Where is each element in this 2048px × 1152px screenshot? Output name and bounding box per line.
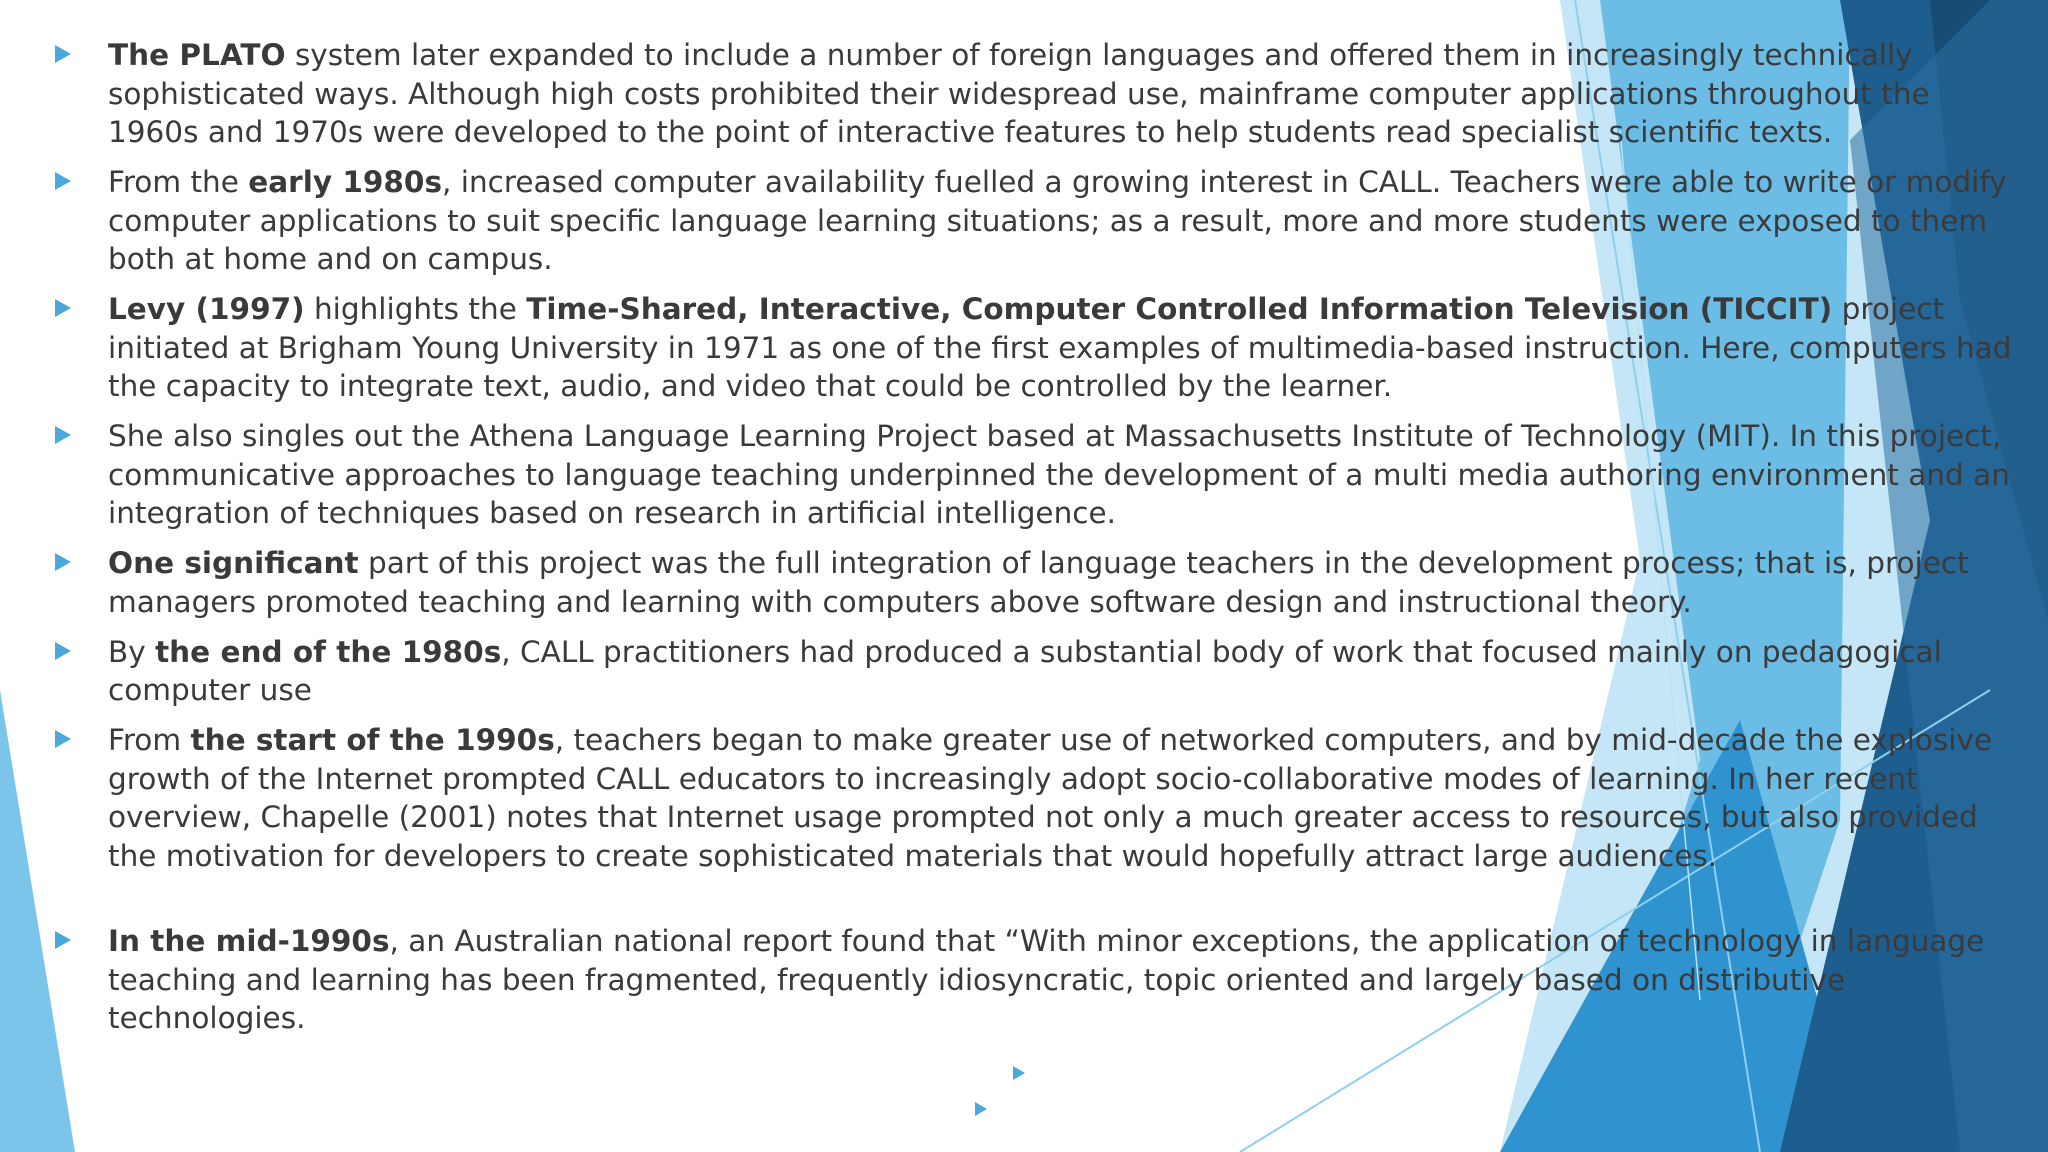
bullet-bold-text: Time-Shared, Interactive, Computer Controlled Information Television (TICCIT) — [526, 292, 1833, 326]
bullet-item — [55, 163, 2015, 279]
bullet-arrow-icon — [55, 299, 71, 317]
bullet-bold-text: In the mid-1990s — [108, 924, 390, 958]
bullet-plain-text: She also singles out the Athena Language Learning Project based at Massachusetts Institute of Technology (MIT). In this project, communicative approaches to language teaching underpinned the development of a multi media authoring environment and an integration of techniques based on research in artificial intelligence. — [108, 419, 2010, 530]
bullet-arrow-icon — [55, 931, 71, 949]
bullet-bold-text: The PLATO — [108, 38, 286, 72]
bullet-text — [108, 38, 1930, 149]
bullet-bold-text: One significant — [108, 546, 359, 580]
empty-bullet-arrow-icon — [975, 1102, 987, 1116]
bullet-plain-text: , CALL practitioners had produced a substantial body of work that focused mainly on pedagogical computer use — [108, 634, 1942, 707]
bullet-plain-text: , increased computer availability fuelled a growing interest in CALL. Teachers were able to write or modify computer applications to suit specific language learning situations; as a result, more and more students were exposed to them both at home and on campus. — [108, 165, 2007, 276]
bullet-plain-text: From — [108, 723, 191, 757]
bullet-arrow-icon — [55, 553, 71, 571]
bullet-item — [55, 290, 2015, 406]
bullet-bold-text: Levy (1997) — [108, 292, 305, 326]
bullet-plain-text: system later expanded to include a number of foreign languages and offered them in increasingly technically sophisticated ways. Although high costs prohibited their widespread use, mainframe computer applications throughout the 1960s and 1970s were developed to the point of interactive features to help students read specialist scientific texts. — [108, 38, 1930, 149]
bullet-text — [108, 165, 2007, 276]
slide-content — [55, 36, 2015, 1049]
bullet-plain-text: , an Australian national report found that “With minor exceptions, the application of technology in language teaching and learning has been fragmented, frequently idiosyncratic, topic oriented and largely based on distributive technologies. — [108, 924, 1985, 1035]
bullet-text — [108, 723, 1992, 873]
bullet-plain-text: part of this project was the full integration of language teachers in the development process; that is, project managers promoted teaching and learning with computers above software design and instructional theory. — [108, 546, 1969, 619]
bullet-bold-text: the end of the 1980s — [155, 634, 502, 669]
empty-bullet-arrow-icon — [1013, 1066, 1025, 1080]
bullet-item — [55, 36, 2015, 152]
bullet-arrow-icon — [55, 730, 71, 748]
bullet-arrow-icon — [55, 45, 71, 63]
bullet-plain-text: From the — [108, 165, 249, 199]
bullet-arrow-icon — [55, 426, 71, 444]
bullet-item — [55, 544, 2015, 621]
bullet-arrow-icon — [55, 642, 71, 660]
bullet-bold-text: early 1980s — [248, 165, 443, 199]
bullet-text — [108, 419, 2010, 530]
bullet-item — [55, 633, 2015, 710]
bullet-plain-text: , teachers began to make greater use of networked computers, and by mid-decade the explosive growth of the Internet prompted CALL educators to increasingly adopt socio-collaborative modes of learning. In her recent overview, Chapelle (2001) notes that Internet usage prompted not only a much greater access to resources, but also provided the motivation for developers to create sophisticated materials that would hopefully attract large audiences. — [108, 723, 1993, 873]
bullet-text — [108, 292, 2011, 403]
bullet-item — [55, 922, 2015, 1038]
bullet-arrow-icon — [55, 172, 71, 190]
bullet-text — [108, 635, 1942, 708]
bullet-bold-text: the start of the 1990s — [190, 723, 555, 757]
bullet-text — [108, 546, 1969, 619]
bullet-plain-text: highlights the — [304, 292, 527, 326]
bullet-text — [108, 924, 1984, 1035]
bullet-item — [55, 721, 2015, 875]
bullet-plain-text: project initiated at Brigham Young University in 1971 as one of the first examples of multimedia-based instruction. Here, computers had the capacity to integrate text, audio, and video that could be controlled by the learner. — [108, 292, 2012, 403]
bullet-item — [55, 417, 2015, 533]
bullet-plain-text: By — [108, 634, 156, 669]
